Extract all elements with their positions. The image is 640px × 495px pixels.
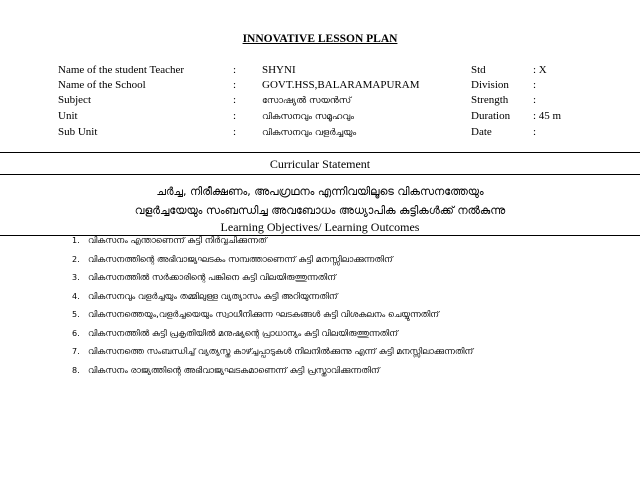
item-text: വികസനത്തിന്റെ അഭിവാജ്യഘടകം സമ്പത്താണെന്ന് കുട്ടി മനസ്സിലാക്കുന്നതിന് — [88, 254, 393, 265]
item-text: വികസനത്തിൽ കുട്ടി പ്രകൃതിയിൽ മനുഷ്യന്റെ പ്രാധാന്യം കുട്ടി വിലയിരുത്തുന്നതിന് — [88, 328, 398, 339]
objectives-heading: Learning Objectives/ Learning Outcomes — [220, 220, 420, 234]
item-text: വികസനത്തെയും,വളർച്ചയെയും സ്വാധീനിക്കുന്ന ഘടകങ്ങൾ കുട്ടി വിശകലനം ചെയ്യുന്നതിന് — [88, 310, 439, 320]
unit-value: വികസനവും സമൂഹവും — [262, 112, 355, 122]
duration-label: Duration — [471, 110, 511, 122]
teacher-value: SHYNI — [262, 64, 296, 76]
curricular-heading: Curricular Statement — [269, 157, 371, 171]
colon: : — [233, 110, 237, 122]
item-number: 5. — [72, 310, 80, 319]
item-text: വികസനം രാജ്യത്തിന്റെ അഭിവാജ്യഘടകമാണെന്ന് കുട്ടി പ്രസ്താവിക്കുന്നതിന് — [88, 365, 380, 376]
colon: : — [233, 64, 237, 76]
list-item — [72, 310, 473, 329]
item-number: 4. — [72, 291, 80, 301]
header-row-subject — [0, 94, 640, 110]
item-text: വികസനത്തിൽ സർക്കാരിന്റെ പങ്കിനെ കുട്ടി വിലയിരുത്തുന്നതിന് — [88, 273, 336, 283]
division-value: : — [533, 79, 537, 91]
objectives-list — [72, 236, 473, 384]
curricular-statement-line-2: വളർച്ചയേയും സംബന്ധിച്ച അവബോധം അധ്യാപിക കുട്ടികൾക്ക് നൽകുന്നു — [134, 204, 506, 217]
subject-label: Subject — [58, 94, 91, 106]
colon: : — [233, 94, 237, 106]
unit-label: Unit — [58, 110, 78, 122]
date-value: : — [533, 126, 537, 138]
strength-value: : — [533, 94, 537, 106]
list-item — [72, 255, 473, 274]
teacher-label: Name of the student Teacher — [58, 64, 185, 76]
school-label: Name of the School — [58, 79, 146, 91]
item-number: 7. — [72, 347, 80, 356]
duration-value: : 45 m — [533, 110, 562, 122]
list-item — [72, 329, 473, 348]
strength-label: Strength — [471, 94, 509, 106]
header-row-subunit — [0, 126, 640, 142]
school-value: GOVT.HSS,BALARAMAPURAM — [262, 79, 420, 91]
subunit-label: Sub Unit — [58, 126, 98, 138]
item-number: 8. — [72, 365, 80, 375]
item-number: 6. — [72, 328, 80, 338]
colon: : — [233, 79, 237, 91]
divider — [0, 174, 640, 175]
document-title: INNOVATIVE LESSON PLAN — [242, 33, 398, 45]
division-label: Division — [471, 79, 509, 91]
item-number: 1. — [72, 236, 80, 245]
header-row-school — [0, 79, 640, 95]
list-item — [72, 292, 473, 311]
std-label: Std — [471, 64, 486, 76]
header-row-teacher — [0, 64, 640, 80]
curricular-statement-line-1: ചർച്ച, നിരീക്ഷണം, അപഗ്രഥനം എന്നിവയിലൂടെ വികസനത്തേയും — [156, 185, 484, 198]
std-value: : X — [533, 64, 547, 76]
subject-value: സോഷ്യൽ സയൻസ് — [262, 96, 352, 106]
list-item — [72, 366, 473, 385]
list-item — [72, 236, 473, 255]
item-text: വികസനവും വളർച്ചയും തമ്മിലുള്ള വ്യത്യാസം കുട്ടി അറിയുന്നതിന് — [88, 291, 338, 302]
date-label: Date — [471, 126, 492, 138]
item-number: 2. — [72, 254, 80, 264]
header-row-unit — [0, 110, 640, 126]
colon: : — [233, 126, 237, 138]
item-text: വികസനം എന്താണെന്ന് കുട്ടി നിർവ്വചിക്കുന്നത് — [88, 236, 267, 246]
list-item — [72, 347, 473, 366]
subunit-value: വികസനവും വളർച്ചയും — [262, 128, 357, 138]
divider — [0, 152, 640, 153]
item-number: 3. — [72, 273, 80, 282]
item-text: വികസനത്തെ സംബന്ധിച്ച് വ്യത്യസ്ത കാഴ്ച്ചപ്പാടുകൾ നിലനിൽക്കുന്നു എന്ന് കുട്ടി മനസ്സിലാക്കുന്നതിന് — [88, 347, 474, 357]
list-item — [72, 273, 473, 292]
